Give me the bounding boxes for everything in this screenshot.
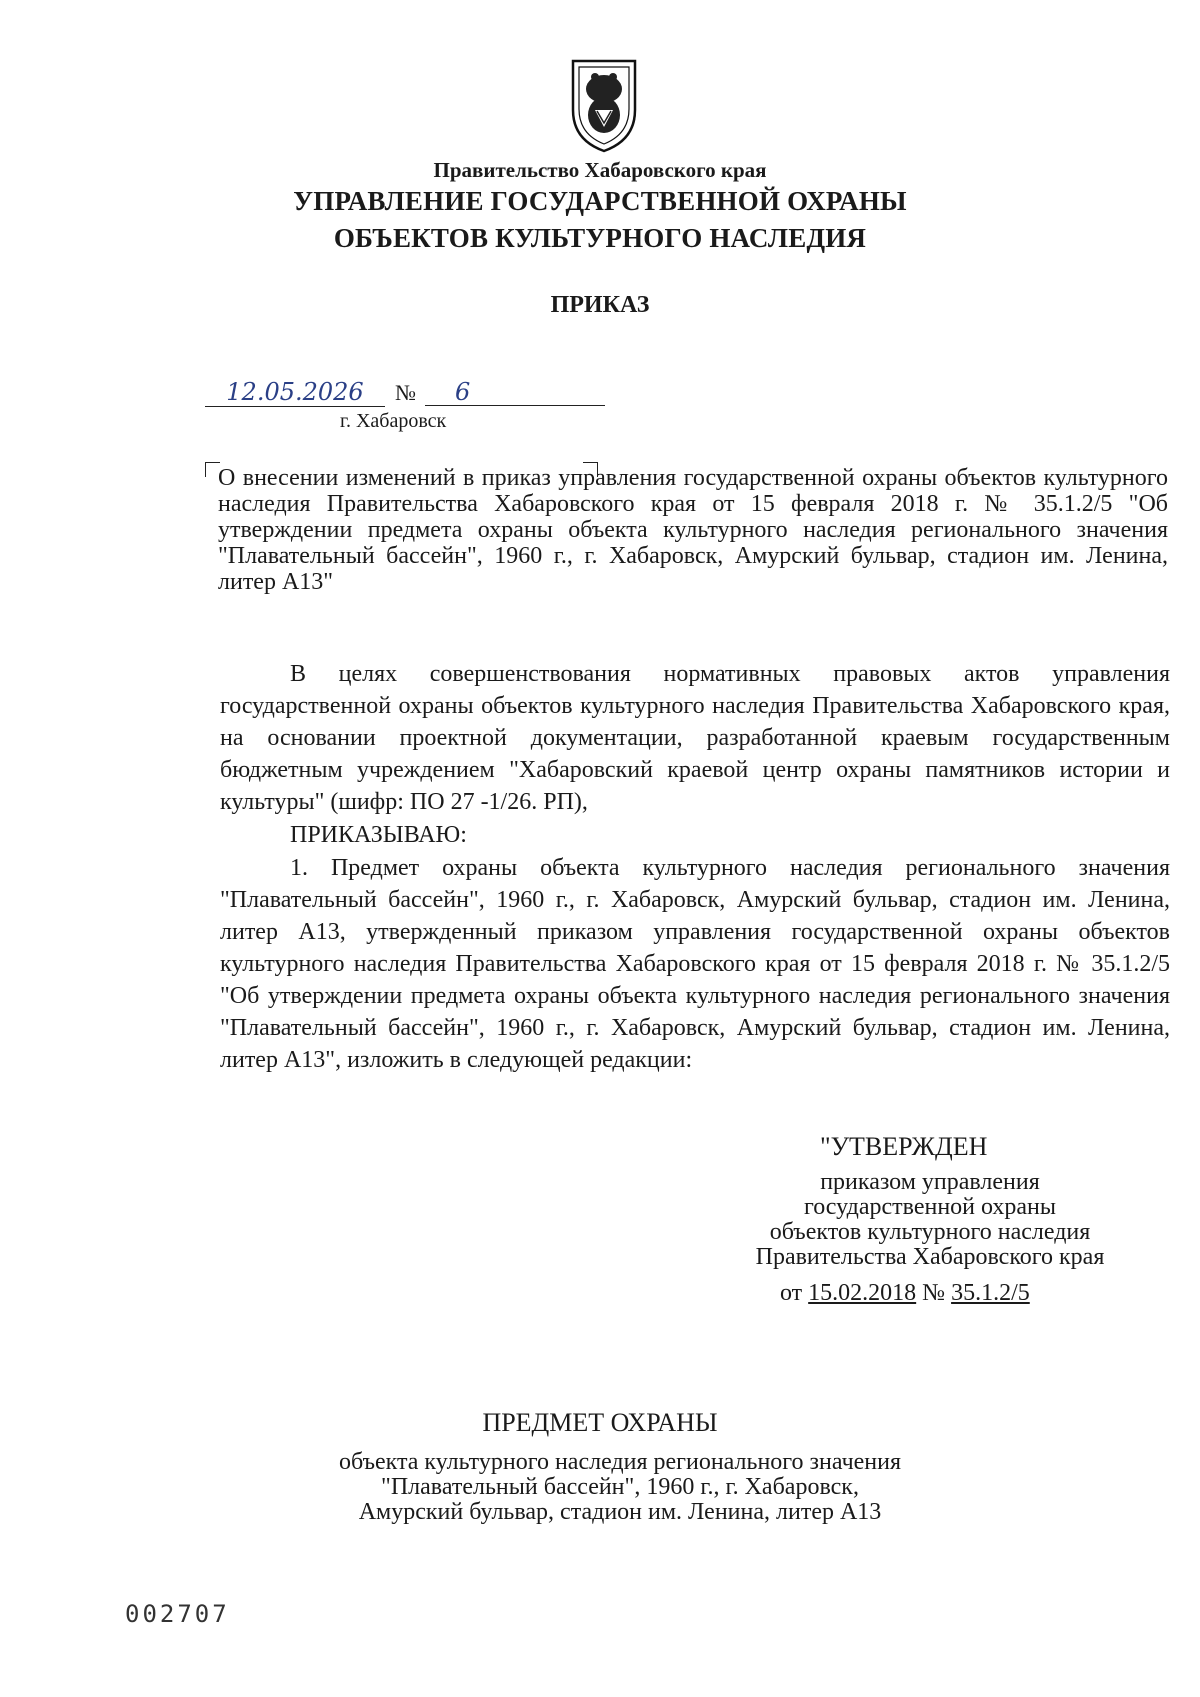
department-name-line2: ОБЪЕКТОВ КУЛЬТУРНОГО НАСЛЕДИЯ <box>333 223 867 253</box>
approval-date: 15.02.2018 <box>808 1280 917 1306</box>
handwritten-date: 12.05.2026 <box>205 378 385 407</box>
document-type-title: ПРИКАЗ <box>550 292 650 318</box>
approval-line: приказом управления <box>820 1169 1040 1195</box>
protection-subject-line: объекта культурного наследия регионального значения <box>338 1449 902 1475</box>
city-label: г. Хабаровск <box>340 410 447 432</box>
protection-subject-line: Амурский бульвар, стадион им. Ленина, литер А13 <box>358 1499 882 1525</box>
protection-subject-title: ПРЕДМЕТ ОХРАНЫ <box>482 1408 718 1437</box>
approval-date-row <box>780 1280 1180 1307</box>
protection-subject-description <box>300 1450 940 1525</box>
approval-number-sign: № <box>922 1280 946 1306</box>
serial-number: 002707 <box>125 1600 230 1628</box>
number-sign: № <box>395 380 416 405</box>
approval-date-prefix: от <box>780 1280 803 1306</box>
order-word: ПРИКАЗЫВАЮ: <box>290 822 467 848</box>
protection-subject-line: "Плавательный бассейн", 1960 г., г. Хабаровск, <box>381 1474 859 1500</box>
department-name-line1: УПРАВЛЕНИЕ ГОСУДАРСТВЕННОЙ ОХРАНЫ <box>293 186 907 216</box>
order-point-1: 1. Предмет охраны объекта культурного наследия регионального значения "Плавательный бассейн", 1960 г., г. Хабаровск, Амурский бульвар, стадион им. Ленина, литер А13, утвержденный приказом управления государственной охраны объектов культурного наследия Правительства Хабаровского края от 15 февраля 2018 г. № 35.1.2/5 "Об утверждении предмета охраны объекта культурного наследия регионального значения "Плавательный бассейн", 1960 г., г. Хабаровск, Амурский бульвар, стадион им. Ленина, литер А13", изложить в следующей редакции: <box>220 855 1170 1073</box>
approval-line: государственной охраны <box>803 1194 1057 1220</box>
preamble-paragraph: В целях совершенствования нормативных правовых актов управления государственной охраны объектов культурного наследия Правительства Хабаровского края, на основании проектной документации, разработанной краевым государственным бюджетным учреждением "Хабаровский краевой центр охраны памятников истории и культуры" (шифр: ПО 27 -1/26. РП), <box>220 661 1170 815</box>
approval-block <box>700 1170 1160 1270</box>
approval-line: Правительства Хабаровского края <box>755 1244 1105 1270</box>
handwritten-number: 6 <box>425 378 605 406</box>
coat-of-arms-icon <box>565 55 643 155</box>
approval-heading: "УТВЕРЖДЕН <box>820 1132 988 1161</box>
approval-line: объектов культурного наследия <box>769 1219 1091 1245</box>
order-subject: О внесении изменений в приказ управления государственной охраны объектов культурного наследия Правительства Хабаровского края от 15 февраля 2018 г. № 35.1.2/5 "Об утверждении предмета охраны объекта культурного наследия регионального значения "Плавательный бассейн", 1960 г., г. Хабаровск, Амурский бульвар, стадион им. Ленина, литер А13" <box>218 465 1168 595</box>
approval-number: 35.1.2/5 <box>951 1280 1030 1306</box>
government-name: Правительство Хабаровского края <box>433 158 767 182</box>
registration-row <box>205 378 605 408</box>
